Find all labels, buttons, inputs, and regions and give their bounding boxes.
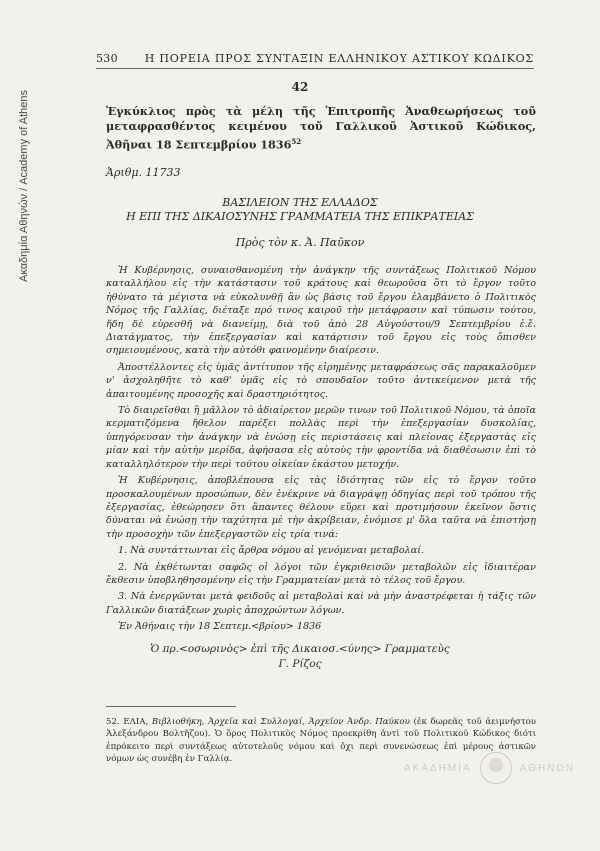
side-watermark-text: Ακαδημία Αθηνών / Academy of Athens xyxy=(18,89,30,282)
footnote-text: (ἐκ δωρεᾶς τοῦ ἀειμνήστου Ἀλεξάνδρου Βολτῆζου). Ὁ ὅρος Πολιτικὸς Νόμος προεκρίθη ἀντὶ τοῦ Πολιτικοῦ Κώδικος διότι ἐπρόκειτο περὶ συντάξεως αὐτοτελοῦς νόμου καὶ ὄχι περὶ συνενώσεως ἐπὶ μέρους ἀστικῶν νόμων ὡς συνέβη ἐν Γαλλίᾳ. xyxy=(106,717,536,765)
addressee: Πρὸς τὸν κ. Ἀ. Παῦκον xyxy=(235,236,365,249)
list-item: 1. Νὰ συντάττωνται εἰς ἄρθρα νόμου αἱ γενόμεναι μεταβολαί. xyxy=(118,545,425,557)
signature-title: Ὁ πρ.<οσωρινὸς> ἐπὶ τῆς Δικαιοσ.<ύνης> Γραμματεὺς xyxy=(150,643,450,655)
paragraph: Ἡ Κυβέρνησις, ἀποβλέπουσα εἰς τὰς ἰδιότητας τῶν εἰς τὸ ἔργον τοῦτο προσκαλουμένων προσώπων, δὲν ἐνέκρινε νὰ διαγράψῃ ὁδηγίας περὶ τοῦ τρόπου τῆς ἐξεργασίας, ἐθεώρησεν ὅτι ἅπαντες θέλουν εὕρει καὶ προτιμήσουν ἐκεῖνον ὅστις δύναται νὰ ἑνώσῃ τὴν ταχύτητα μὲ τὴν ἀκρίβειαν, ἐνόμισε μ' ὅλα ταῦτα νὰ ἐπιστήσῃ τὴν προσοχὴν τῶν ἐπεξεργαστῶν εἰς τρία τινά: xyxy=(106,475,536,540)
running-title: Η ΠΟΡΕΙΑ ΠΡΟΣ ΣΥΝΤΑΞΙΝ ΕΛΛΗΝΙΚΟΥ ΑΣΤΙΚΟΥ ΚΩΔΙΚΟΣ xyxy=(144,52,534,65)
paragraph: Ἡ Κυβέρνησις, συναισθανομένη τὴν ἀνάγκην τῆς συντάξεως Πολιτικοῦ Νόμου καταλλήλου εἰς τὴν κατάστασιν τοῦ κράτους καὶ θεωροῦσα ὅτι τὸ ἔργον τοῦτο ἠθύνατο τὰ μέγιστα νὰ εὐκολυνθῇ ἂν ὡς βάσις τοῦ ἔργου ἐλαμβάνετο ὁ Πολιτικὸς Νόμος τῆς Γαλλίας, διέταξε πρό τινος καιροῦ τὴν μετάφρασιν καὶ τύπωσιν τούτου, ἤδη δὲ εὑρεσθῆ νὰ διανείμῃ, διὰ τοῦ ἀπὸ 28 Αὐγούστου/9 Σεπτεμβρίου ἐ.ἔ. Διατάγματος, τὴν ἐπεξεργασίαν καὶ κατάρτισιν τοῦ ἔργου εἰς τοὺς ὄπισθεν σημειουμένους, κατὰ τὴν αὐτόθι φαινομένην διαίρεσιν. xyxy=(106,265,536,357)
signature-name: Γ. Ρίζος xyxy=(278,658,322,670)
header-rule xyxy=(96,68,534,69)
page-number: 530 xyxy=(96,52,118,65)
authority-line-2: Η ΕΠΙ ΤΗΣ ΔΙΚΑΙΟΣΥΝΗΣ ΓΡΑΜΜΑΤΕΙΑ ΤΗΣ ΕΠΙΚΡΑΤΕΙΑΣ xyxy=(126,210,474,223)
seal-icon xyxy=(480,752,512,784)
date-line: Ἐν Ἀθήναις τὴν 18 Σεπτεμ.<βρίου> 1836 xyxy=(118,621,322,633)
paragraph: Ἀποστέλλοντες εἰς ὑμᾶς ἀντίτυπον τῆς εἰρημένης μεταφράσεως σᾶς παρακαλοῦμεν ν' ἀσχοληθῆτε τὸ καθ' ὑμᾶς εἰς τὸ σπουδαῖον τοῦτο ἀντικείμενον μετὰ τῆς ἀπαιτουμένης προσοχῆς καὶ δραστηριότητος. xyxy=(106,361,536,400)
letter-body xyxy=(106,264,536,637)
stamp-right-text: ΑΘΗΝΩΝ xyxy=(519,762,576,774)
footnote-source: ΕΛΙΑ, xyxy=(123,717,149,727)
footnote-collection: Βιβλιοθήκη, Ἀρχεῖα καὶ Συλλογαί, Ἀρχεῖον Ἀνδρ. Παύκου xyxy=(151,717,410,727)
authority-line-1: ΒΑΣΙΛΕΙΟΝ ΤΗΣ ΕΛΛΑΔΟΣ xyxy=(222,196,378,209)
footnote-rule xyxy=(106,706,236,707)
document-heading xyxy=(106,104,536,153)
protocol-number: Ἀριθμ. 11733 xyxy=(106,166,181,179)
list-item: 3. Νὰ ἐνεργῶνται μετὰ φειδοῦς αἱ μεταβολαὶ καὶ νὰ μὴν ἀναστρέφεται ἡ τάξις τῶν Γαλλικῶν διατάξεων χωρὶς ἀποχρώντων λόγων. xyxy=(106,591,536,616)
list-item: 2. Νὰ ἐκθέτωνται σαφῶς οἱ λόγοι τῶν ἐγκριθεισῶν μεταβολῶν εἰς ἰδιαιτέραν ἔκθεσιν ὑποβληθησομένην εἰς τὴν Γραμματείαν μετὰ τὸ τέλος τοῦ ἔργου. xyxy=(106,561,536,586)
heading-note-ref: 52 xyxy=(291,137,302,146)
paragraph: Τὸ διαιρεῖσθαι ἢ μᾶλλον τὸ ἀδιαίρετον μερῶν τινων τοῦ Πολιτικοῦ Νόμου, τὰ ὁποῖα κερματιζόμενα ἤθελον παρέξει πολλὰς περὶ τὴν ἐπεξεργασίαν δυσκολίας, ὑπηγόρευσαν τὴν ἀνάγκην νὰ ἑνώσῃ εἰς περιστάσεις καὶ πλείονας ἐξεργαστὰς εἰς μίαν καὶ τὴν αὐτὴν μερίδα, ἀφήσασα εἰς αὐτοὺς τὴν φροντίδα νὰ διαθέσωσιν ἐπὶ τὸ καταλληλότερον τὴν περὶ τούτου οἰκείαν ἑκάστου μετοχήν. xyxy=(106,405,536,470)
stamp-left-text: ΑΚΑΔΗΜΙΑ xyxy=(404,762,472,774)
academy-stamp xyxy=(404,752,575,784)
footnote-number: 52. xyxy=(106,717,120,727)
document-number: 42 xyxy=(291,80,309,94)
running-head xyxy=(96,52,534,65)
document-heading-text: Ἐγκύκλιος πρὸς τὰ μέλη τῆς Ἐπιτροπῆς Ἀναθεωρήσεως τοῦ μεταφρασθέντος κειμένου τοῦ Γαλλικοῦ Ἀστικοῦ Κώδικος, Ἀθῆναι 18 Σεπτεμβρίου 1836 xyxy=(106,104,536,152)
